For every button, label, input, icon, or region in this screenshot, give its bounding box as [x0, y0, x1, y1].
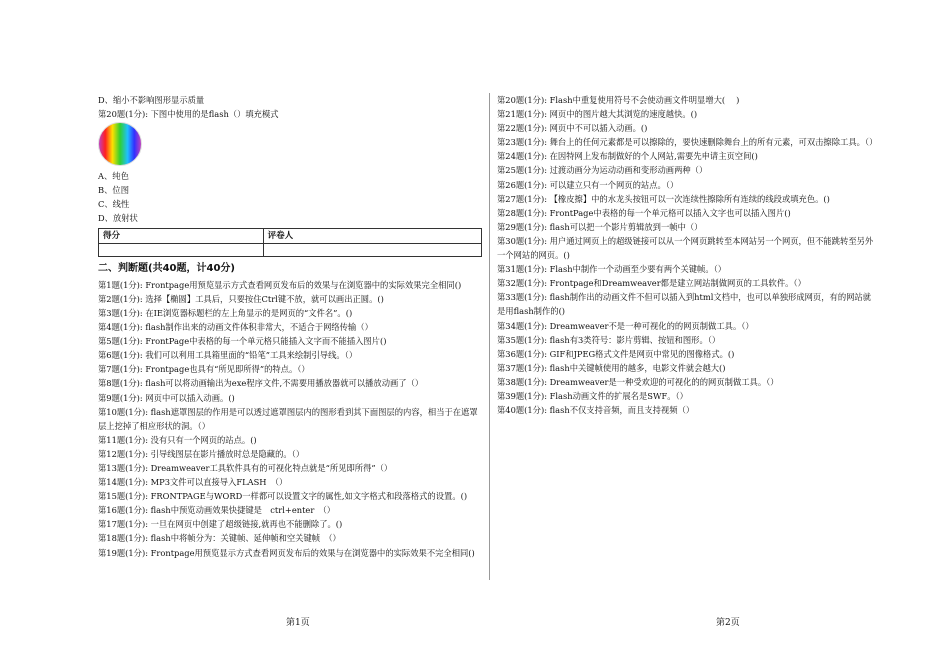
score-cell: 得分: [99, 228, 264, 243]
text-line: 第20题(1分): 下图中使用的是flash（）填充模式: [98, 109, 279, 120]
question-item: 第40题(1分): flash不仅支持音频，而且支持视频（）: [497, 405, 695, 416]
question-item: 第14题(1分): MP3文件可以直接导入FLASH （）: [98, 477, 288, 488]
question-item: 第21题(1分): 网页中的图片越大其浏览的速度越快。(): [497, 109, 698, 120]
page-footer-left: 第1页: [286, 618, 310, 628]
answer-option: A、纯色: [98, 171, 129, 182]
answer-options: [98, 169, 482, 225]
question-item: 第38题(1分): Dreamweaver是一种受欢迎的可视化的的网页制做工具。（）: [497, 376, 779, 387]
question-item: 第34题(1分): Dreamweaver不是一种可视化的的网页制做工具。（）: [497, 320, 754, 331]
question-item: 第33题(1分): flash制作出的动画文件不但可以插入到html文档中，也可以单独形成网页，有的网站就是用flash制作的(): [497, 292, 872, 317]
question-item: 第1题(1分): Frontpage用预览显示方式查看网页发布后的效果与在浏览器中的实际效果完全相同(): [98, 279, 462, 290]
score-blank: [99, 243, 264, 256]
question-list-right: [497, 93, 878, 417]
question-item: 第11题(1分): 没有只有一个网页的站点。(): [98, 434, 257, 445]
answer-option: D、放射状: [98, 213, 138, 224]
question-item: 第16题(1分): flash中预览动画效果快捷键是 ctrl+enter （）: [98, 505, 336, 516]
question-item: 第19题(1分): Frontpage用预览显示方式查看网页发布后的效果与在浏览器中的实际效果不完全相同(): [98, 547, 475, 558]
question-item: 第4题(1分): flash制作出来的动画文件体积非常大，不适合于网络传输（）: [98, 322, 373, 333]
radial-gradient-image: [98, 122, 142, 166]
left-page-column: [98, 93, 482, 560]
question-item: 第28题(1分): FrontPage中表格的每一个单元格可以插入文字也可以插入图片(): [497, 207, 791, 218]
question-item: 第9题(1分): 网页中可以插入动画。(): [98, 392, 235, 403]
reviewer-blank: [263, 243, 481, 256]
question-item: 第5题(1分): FrontPage中表格的每一个单元格只能插入文字而不能插入图片(): [98, 336, 387, 347]
question-item: 第35题(1分): flash有3类符号：影片剪辑、按钮和图形。（）: [497, 334, 721, 345]
right-page-column: [497, 93, 878, 417]
question-item: 第12题(1分): 引导线图层在影片播放时总是隐藏的。（）: [98, 448, 305, 459]
question-item: 第37题(1分): flash中关键帧使用的越多，电影文件就会越大(): [497, 362, 726, 373]
question-item: 第22题(1分): 网页中不可以插入动画。(): [497, 123, 648, 134]
question-item: 第15题(1分): FRONTPAGE与WORD一样都可以设置文字的属性,如文字格式和段落格式的设置。(): [98, 491, 468, 502]
question-item: 第18题(1分): flash中将帧分为：关键帧、延伸帧和空关键帧 （）: [98, 533, 341, 544]
question-item: 第31题(1分): Flash中制作一个动画至少要有两个关键帧。（）: [497, 264, 727, 275]
section-title: 二、判断题(共40题，计40分): [98, 262, 235, 274]
answer-option: C、线性: [98, 199, 130, 210]
question-item: 第13题(1分): Dreamweaver工具软件具有的可视化特点就是“所见即所得”（）: [98, 462, 393, 473]
answer-option: B、位图: [98, 185, 129, 196]
question-item: 第3题(1分): 在IE浏览器标题栏的左上角显示的是网页的“文件名”。(): [98, 307, 353, 318]
question-item: 第30题(1分): 用户通过网页上的超级链接可以从一个网页跳转至本网站另一个网页，但不能跳转至另外一个网站的网页。(): [497, 235, 874, 261]
question-item: 第17题(1分): 一旦在网页中创建了超级链接,就再也不能删除了。(): [98, 519, 343, 530]
question-item: 第24题(1分): 在因特网上发布制做好的个人网站,需要先申请主页空间(): [497, 151, 758, 162]
text-line: D、缩小不影响图形显示质量: [98, 95, 205, 105]
question-item: 第26题(1分): 可以建立只有一个网页的站点。（）: [497, 179, 679, 190]
question-item: 第39题(1分): Flash动画文件的扩展名是SWF。（）: [497, 390, 688, 401]
question-item: 第29题(1分): flash可以把一个影片剪辑放到一帧中（）: [497, 221, 703, 232]
question-item: 第25题(1分): 过渡动画分为运动动画和变形动画两种（）: [497, 165, 708, 176]
question-item: 第23题(1分): 舞台上的任何元素都是可以擦除的，要快速删除舞台上的所有元素，可双击擦除工具。（）: [497, 137, 878, 148]
question-item: 第6题(1分): 我们可以利用工具箱里面的“铅笔”工具来绘制引导线。（）: [98, 350, 358, 361]
page-footer-right: 第2页: [716, 618, 740, 628]
question-item: 第20题(1分): Flash中重复使用符号不会使动画文件明显增大( ): [497, 95, 740, 105]
question-item: 第10题(1分): flash遮罩图层的作用是可以透过遮罩图层内的图形看到其下面图层的内容，相当于在遮罩层上挖掉了相应形状的洞。（）: [98, 406, 478, 431]
question-item: 第7题(1分): Frontpage也具有“所见即所得”的特点。（）: [98, 364, 310, 375]
question-item: 第8题(1分): flash可以将动画输出为exe程序文件,不需要用播放器就可以播放动画了（）: [98, 378, 424, 389]
question-list-left: [98, 278, 482, 560]
question-item: 第27题(1分): 【橡皮擦】中的水龙头按钮可以一次连续性擦除所有连续的线段或填充色。(): [497, 193, 830, 204]
question-item: 第2题(1分): 选择【椭圆】工具后，只要按住Ctrl键不放，就可以画出正圆。(): [98, 293, 384, 304]
left-pre-lines: [98, 93, 482, 121]
reviewer-cell: 评卷人: [263, 228, 481, 243]
score-table: [98, 228, 482, 257]
question-item: 第32题(1分): Frontpage和Dreamweaver都是建立网站制做网页的工具软件。（）: [497, 278, 806, 289]
column-divider: [489, 93, 490, 580]
question-item: 第36题(1分): GIF和JPEG格式文件是网页中常见的图像格式。(): [497, 348, 735, 359]
